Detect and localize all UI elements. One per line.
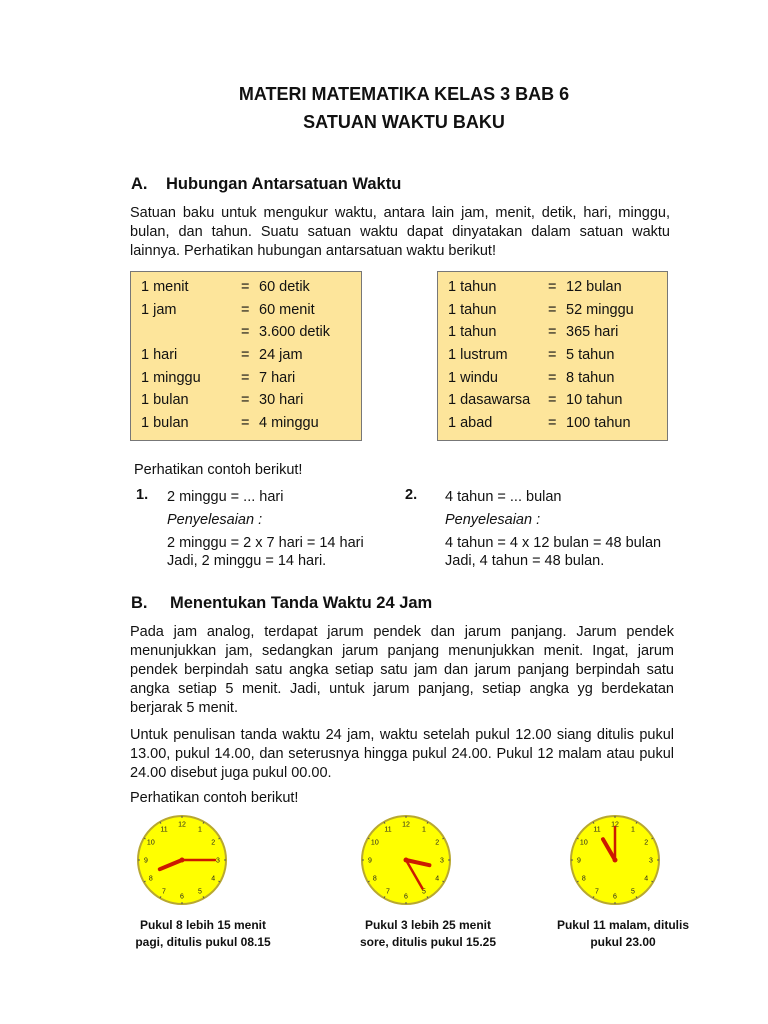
clock-center <box>613 858 618 863</box>
conversion-table-left <box>130 271 362 441</box>
analog-clock <box>356 810 456 910</box>
clock-number: 12 <box>402 821 410 829</box>
unit-to: 52 minggu <box>566 301 634 318</box>
unit-from: 1 dasawarsa <box>448 392 531 409</box>
unit-to: 60 detik <box>259 279 310 295</box>
clock-caption: pukul 23.00 <box>590 935 656 949</box>
clock-number: 11 <box>593 826 601 834</box>
conversion-row <box>141 392 361 415</box>
example-label: Penyelesaian : <box>167 512 263 528</box>
unit-from: 1 jam <box>141 301 177 318</box>
clock-caption: sore, ditulis pukul 15.25 <box>359 935 497 949</box>
section-a-heading: Hubungan Antarsatuan Waktu <box>166 175 402 193</box>
unit-to: 8 tahun <box>566 369 615 386</box>
clock-number: 9 <box>144 857 148 865</box>
clock-number: 6 <box>180 893 184 901</box>
clock-number: 1 <box>198 826 202 834</box>
clock-center <box>404 858 409 863</box>
clock-number: 3 <box>216 857 220 865</box>
equals-sign: = <box>241 301 250 318</box>
unit-to: 60 menit <box>259 301 315 318</box>
example-step: 2 minggu = 2 x 7 hari = 14 hari <box>167 535 364 551</box>
equals-sign: = <box>548 347 557 364</box>
clock-number: 5 <box>422 888 426 896</box>
conversion-row <box>141 370 361 393</box>
clock-examples-intro: Perhatikan contoh berikut! <box>130 790 299 806</box>
example-num: 2. <box>405 487 418 503</box>
equals-sign: = <box>241 279 250 295</box>
clock-number: 2 <box>435 839 440 847</box>
example-answer: Jadi, 4 tahun = 48 bulan. <box>445 553 605 569</box>
clock-number: 7 <box>595 888 599 896</box>
unit-from: 1 lustrum <box>448 347 508 364</box>
clock-number: 9 <box>577 857 581 865</box>
unit-to: 365 hari <box>566 324 619 341</box>
conversion-table-right <box>437 271 668 441</box>
unit-from: 1 tahun <box>448 301 497 318</box>
clock-number: 4 <box>211 875 216 883</box>
unit-from: 1 tahun <box>448 324 497 341</box>
unit-to: 10 tahun <box>566 392 623 409</box>
clock-number: 6 <box>613 893 617 901</box>
equals-sign: = <box>241 369 250 386</box>
clock-caption: Pukul 3 lebih 25 menit <box>364 918 492 932</box>
clock-number: 8 <box>581 875 586 883</box>
example-answer: Jadi, 2 minggu = 14 hari. <box>167 553 327 569</box>
clock-number: 8 <box>148 875 153 883</box>
conversion-row <box>141 347 361 370</box>
conversion-row <box>448 347 667 370</box>
conversion-row <box>141 415 361 438</box>
analog-clock <box>132 810 232 910</box>
section-b-paragraph-1: Pada jam analog, terdapat jarum pendek dan jarum panjang. Jarum pendek menunjukkan jam, sedangkan jarum panjang menunjukkan menit. Ingat, jarum pendek berpindah satu angka setiap satu jam dan jarum panjang berpindah satu angka setiap 5 menit. Jadi, untuk jarum panjang, setiap angka yg berdekatan berjarak 5 menit. <box>130 624 674 716</box>
equals-sign: = <box>548 324 557 341</box>
unit-to: 3.600 detik <box>259 324 330 341</box>
conversion-row <box>448 324 667 347</box>
clock-number: 4 <box>644 875 649 883</box>
equals-sign: = <box>241 392 250 409</box>
unit-from: 1 hari <box>141 347 178 364</box>
clock-number: 2 <box>211 839 216 847</box>
unit-to: 12 bulan <box>566 279 622 295</box>
equals-sign: = <box>241 415 250 432</box>
unit-to: 7 hari <box>259 369 296 386</box>
unit-from: 1 minggu <box>141 369 201 386</box>
example-question: 2 minggu = ... hari <box>167 489 284 505</box>
unit-to: 100 tahun <box>566 415 631 432</box>
example-label: Penyelesaian : <box>445 512 541 528</box>
equals-sign: = <box>548 279 557 295</box>
section-b-letter: B. <box>131 594 148 612</box>
unit-from: 1 abad <box>448 415 493 432</box>
clock-number: 5 <box>198 888 202 896</box>
clock-number: 4 <box>435 875 440 883</box>
clock-number: 1 <box>631 826 635 834</box>
example-question: 4 tahun = ... bulan <box>445 489 562 505</box>
clock-number: 10 <box>146 839 155 847</box>
unit-from <box>141 324 241 347</box>
clock-number: 1 <box>422 826 426 834</box>
example-num: 1. <box>136 487 149 503</box>
clock-number: 5 <box>631 888 635 896</box>
clock-number: 2 <box>644 839 649 847</box>
clock-number: 12 <box>178 821 186 829</box>
clock-number: 7 <box>162 888 166 896</box>
clock-number: 10 <box>370 839 379 847</box>
clock-number: 12 <box>611 821 619 829</box>
clock-number: 3 <box>649 857 653 865</box>
equals-sign: = <box>548 369 557 386</box>
section-a-letter: A. <box>131 175 148 193</box>
clock-number: 6 <box>404 893 408 901</box>
doc-title-line2: SATUAN WAKTU BAKU <box>303 112 505 132</box>
conversion-row <box>141 279 361 302</box>
section-a-paragraph: Satuan baku untuk mengukur waktu, antara lain jam, menit, detik, hari, minggu, bulan, dan tahun. Suatu satuan waktu dapat dinyatakan dalam satuan waktu lainnya. Perhatikan hubungan antarsatuan waktu berikut! <box>130 205 670 259</box>
equals-sign: = <box>548 392 557 409</box>
unit-to: 30 hari <box>259 392 304 409</box>
analog-clock <box>565 810 665 910</box>
clock-number: 11 <box>160 826 168 834</box>
clock-number: 11 <box>384 826 392 834</box>
clock-number: 8 <box>372 875 377 883</box>
conversion-row <box>448 370 667 393</box>
unit-from: 1 bulan <box>141 415 189 432</box>
unit-from: 1 windu <box>448 369 498 386</box>
clock-number: 9 <box>368 857 372 865</box>
clock-number: 7 <box>386 888 390 896</box>
conversion-row <box>448 279 667 302</box>
clock-center <box>180 858 185 863</box>
section-b-heading: Menentukan Tanda Waktu 24 Jam <box>170 594 433 612</box>
clock-caption: Pukul 11 malam, ditulis <box>556 918 690 932</box>
conversion-row <box>141 302 361 325</box>
conversion-row <box>448 415 667 438</box>
equals-sign: = <box>241 347 250 364</box>
clock-caption: Pukul 8 lebih 15 menit <box>139 918 267 932</box>
unit-to: 5 tahun <box>566 347 615 364</box>
unit-from: 1 tahun <box>448 279 497 295</box>
conversion-row <box>448 302 667 325</box>
doc-title-line1: MATERI MATEMATIKA KELAS 3 BAB 6 <box>238 84 570 104</box>
unit-from: 1 menit <box>141 279 189 295</box>
unit-from: 1 bulan <box>141 392 189 409</box>
equals-sign: = <box>548 415 557 432</box>
equals-sign: = <box>241 324 250 341</box>
conversion-row <box>141 324 361 347</box>
equals-sign: = <box>548 301 557 318</box>
section-b-paragraph-2: Untuk penulisan tanda waktu 24 jam, waktu setelah pukul 12.00 siang ditulis pukul 13.00, pukul 14.00, dan seterusnya hingga pukul 24.00. Pukul 12 malam atau pukul 24.00 disebut juga pukul 00.00. <box>130 727 674 781</box>
conversion-row <box>448 392 667 415</box>
unit-to: 4 minggu <box>259 415 319 432</box>
unit-to: 24 jam <box>259 347 303 364</box>
examples-intro: Perhatikan contoh berikut! <box>134 462 303 478</box>
clock-caption: pagi, ditulis pukul 08.15 <box>135 935 271 949</box>
clock-number: 3 <box>440 857 444 865</box>
example-step: 4 tahun = 4 x 12 bulan = 48 bulan <box>445 535 662 551</box>
clock-number: 10 <box>579 839 588 847</box>
